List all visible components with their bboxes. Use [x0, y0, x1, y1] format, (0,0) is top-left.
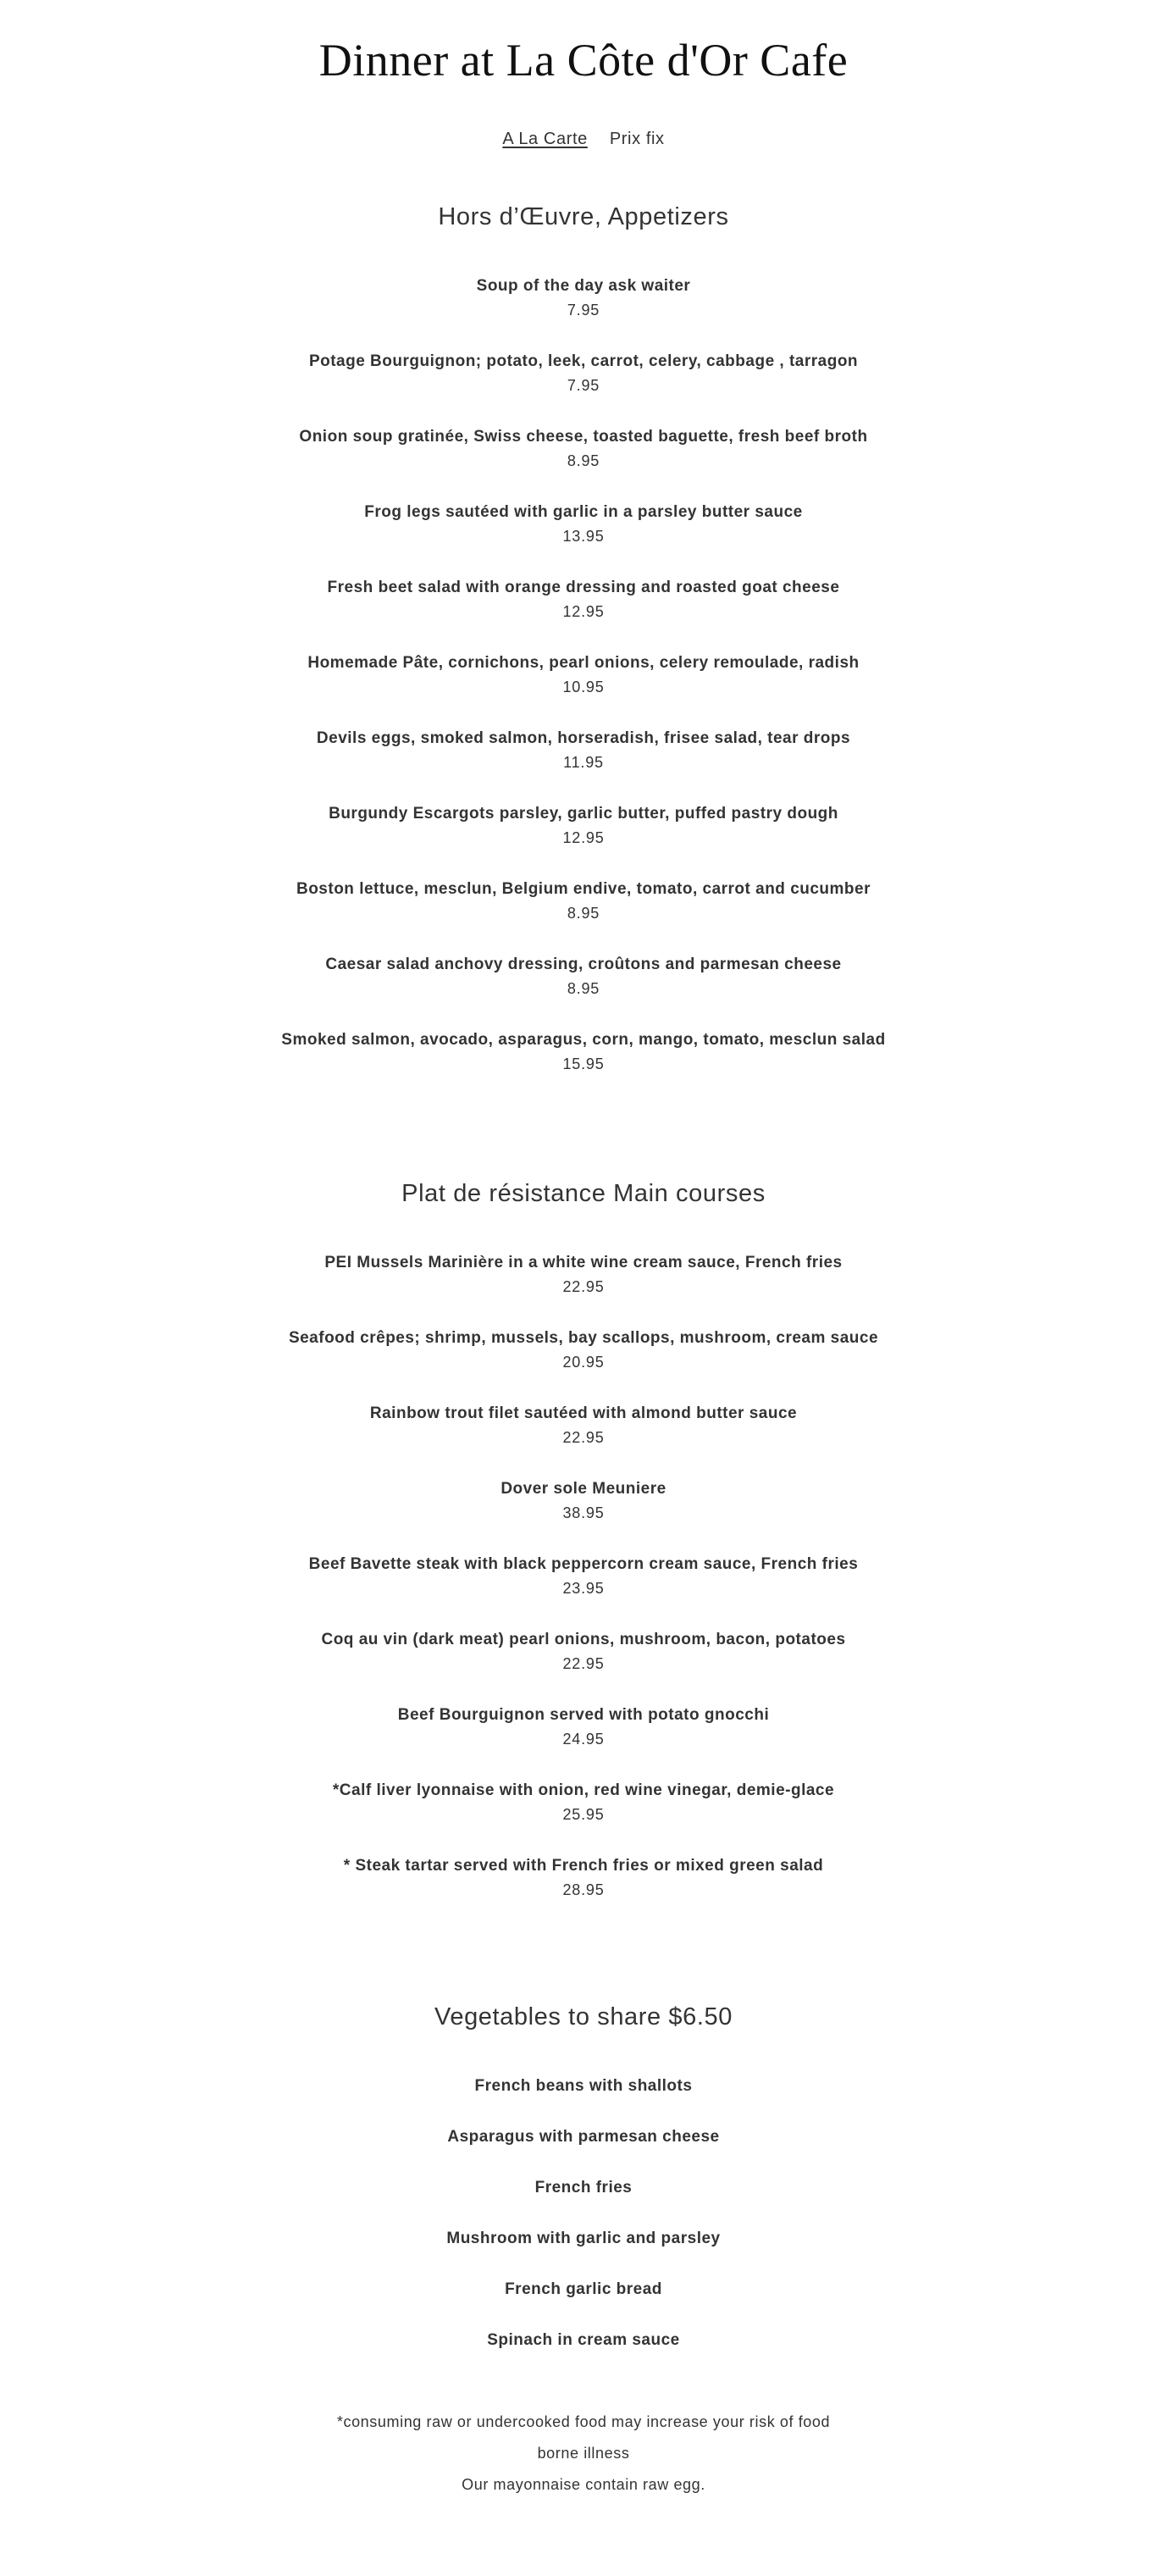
- menu-tabs: [0, 125, 1167, 152]
- list-item: [0, 274, 1167, 322]
- food-safety-notice: [0, 2407, 1167, 2501]
- appetizers-list: [0, 274, 1167, 1076]
- item-price: 7.95: [567, 377, 600, 394]
- list-item: [0, 1477, 1167, 1525]
- item-price: 28.95: [562, 1881, 605, 1898]
- item-name: Asparagus with parmesan cheese: [447, 2128, 720, 2146]
- item-price: 8.95: [567, 980, 600, 997]
- notice-line-2: borne illness: [537, 2445, 630, 2462]
- item-name: Devils eggs, smoked salmon, horseradish, frisee salad, tear drops: [316, 729, 851, 747]
- main-courses-section: [0, 1177, 1167, 1902]
- main-courses-list: [0, 1251, 1167, 1902]
- tab-a-la-carte[interactable]: A La Carte: [502, 130, 588, 148]
- list-item: [0, 1028, 1167, 1076]
- item-price: 23.95: [562, 1580, 605, 1597]
- item-name: Soup of the day ask waiter: [476, 277, 691, 295]
- list-item: [0, 651, 1167, 699]
- list-item: [0, 1703, 1167, 1751]
- section-title-appetizers: Hors d’Œuvre, Appetizers: [438, 203, 729, 230]
- tab-prix-fix[interactable]: Prix fix: [609, 130, 665, 148]
- vegetables-section: [0, 2000, 1167, 2352]
- item-price: 11.95: [563, 754, 604, 771]
- item-name: French beans with shallots: [474, 2077, 693, 2095]
- list-item: [0, 350, 1167, 397]
- list-item: [0, 425, 1167, 473]
- item-name: Seafood crêpes; shrimp, mussels, bay scallops, mushroom, cream sauce: [288, 1329, 879, 1347]
- item-name: Onion soup gratinée, Swiss cheese, toasted baguette, fresh beef broth: [299, 428, 868, 446]
- list-item: [0, 1854, 1167, 1902]
- item-name: Smoked salmon, avocado, asparagus, corn, mango, tomato, mesclun salad: [281, 1031, 886, 1049]
- item-price: 22.95: [562, 1278, 605, 1295]
- list-item: [0, 1402, 1167, 1449]
- item-name: Burgundy Escargots parsley, garlic butter, puffed pastry dough: [329, 805, 838, 823]
- item-name: Coq au vin (dark meat) pearl onions, mushroom, bacon, potatoes: [321, 1631, 846, 1648]
- notice-line-3: Our mayonnaise contain raw egg.: [462, 2476, 705, 2493]
- item-name: French fries: [534, 2179, 633, 2197]
- item-name: PEI Mussels Marinière in a white wine cream sauce, French fries: [324, 1254, 843, 1271]
- list-item: [0, 1251, 1167, 1299]
- appetizers-section: [0, 200, 1167, 1076]
- item-name: * Steak tartar served with French fries or mixed green salad: [343, 1857, 824, 1875]
- item-price: 22.95: [562, 1655, 605, 1672]
- item-name: Fresh beet salad with orange dressing and roasted goat cheese: [327, 579, 840, 596]
- item-name: Boston lettuce, mesclun, Belgium endive, tomato, carrot and cucumber: [296, 880, 871, 898]
- item-name: Dover sole Meuniere: [501, 1480, 666, 1498]
- item-price: 13.95: [562, 528, 605, 545]
- item-price: 10.95: [562, 679, 605, 695]
- item-name: French garlic bread: [505, 2280, 662, 2298]
- list-item: [0, 953, 1167, 1000]
- item-price: 8.95: [567, 452, 600, 469]
- item-price: 12.95: [562, 603, 605, 620]
- list-item: [0, 2176, 1167, 2200]
- list-item: [0, 501, 1167, 548]
- list-item: [0, 802, 1167, 850]
- list-item: [0, 2329, 1167, 2352]
- item-price: 38.95: [562, 1504, 605, 1521]
- section-title-vegetables: Vegetables to share $6.50: [434, 2003, 733, 2030]
- item-name: Potage Bourguignon; potato, leek, carrot, celery, cabbage , tarragon: [308, 352, 859, 370]
- item-price: 15.95: [562, 1055, 605, 1072]
- list-item: [0, 727, 1167, 774]
- item-name: Spinach in cream sauce: [487, 2331, 680, 2349]
- list-item: [0, 2075, 1167, 2098]
- list-item: [0, 576, 1167, 623]
- item-name: Beef Bavette steak with black peppercorn cream sauce, French fries: [308, 1555, 859, 1573]
- list-item: [0, 2278, 1167, 2302]
- section-title-main-courses: Plat de résistance Main courses: [401, 1180, 766, 1207]
- item-price: 22.95: [562, 1429, 605, 1446]
- item-name: Rainbow trout filet sautéed with almond butter sauce: [369, 1404, 798, 1422]
- item-price: 12.95: [562, 829, 605, 846]
- list-item: [0, 1779, 1167, 1826]
- list-item: [0, 1327, 1167, 1374]
- notice-line-1: *consuming raw or undercooked food may increase your risk of food: [336, 2413, 831, 2430]
- list-item: [0, 2125, 1167, 2149]
- item-name: Mushroom with garlic and parsley: [446, 2230, 721, 2247]
- item-name: Caesar salad anchovy dressing, croûtons and parmesan cheese: [325, 956, 842, 973]
- item-price: 25.95: [562, 1806, 605, 1823]
- item-name: Beef Bourguignon served with potato gnocchi: [397, 1706, 770, 1724]
- list-item: [0, 1553, 1167, 1600]
- item-price: 20.95: [562, 1354, 605, 1371]
- list-item: [0, 878, 1167, 925]
- item-price: 8.95: [567, 905, 600, 922]
- list-item: [0, 1628, 1167, 1676]
- vegetables-list: [0, 2075, 1167, 2352]
- item-price: 24.95: [562, 1731, 605, 1748]
- item-name: Homemade Pâte, cornichons, pearl onions, celery remoulade, radish: [307, 654, 860, 672]
- page-title: Dinner at La Côte d'Or Cafe: [318, 35, 849, 86]
- item-name: Frog legs sautéed with garlic in a parsley butter sauce: [364, 503, 803, 521]
- item-price: 7.95: [567, 302, 600, 319]
- list-item: [0, 2227, 1167, 2251]
- item-name: *Calf liver lyonnaise with onion, red wine vinegar, demie-glace: [332, 1781, 835, 1799]
